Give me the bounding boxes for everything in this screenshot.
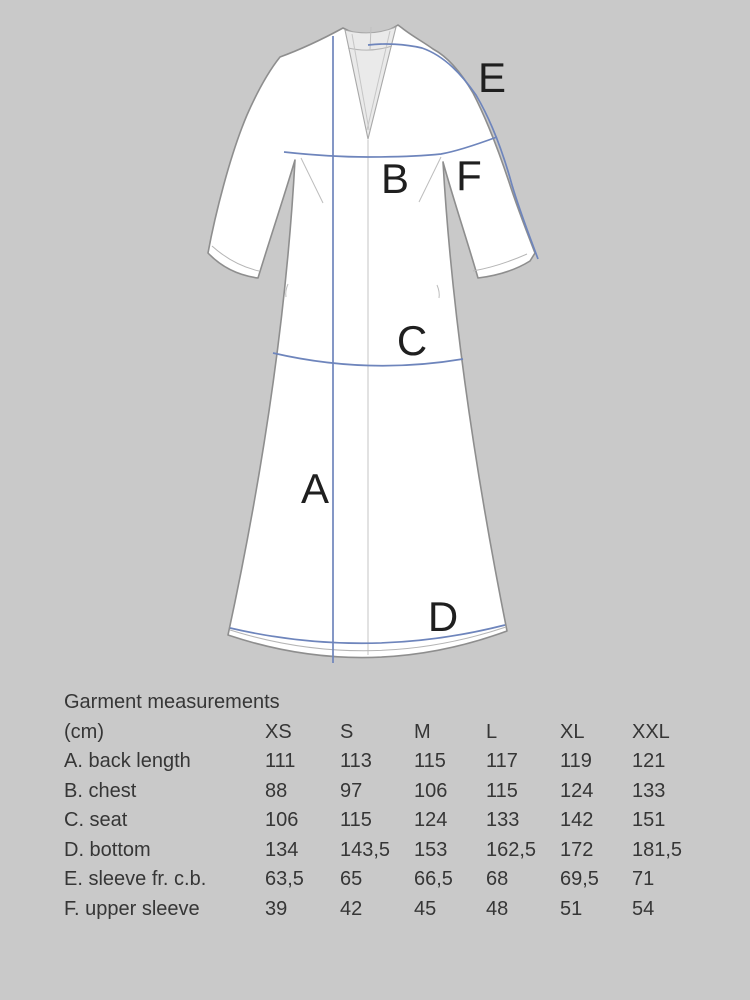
row-value: 143,5	[340, 838, 391, 861]
letter-F-upper-sleeve: F	[456, 152, 482, 199]
size-header-xs: XS	[265, 720, 292, 743]
letter-A-back-length: A	[300, 465, 330, 512]
size-header-s: S	[340, 720, 354, 743]
table-title: Garment measurements	[64, 691, 280, 713]
table-row-seat	[64, 806, 734, 836]
row-value: 106	[414, 779, 448, 802]
table-header-row	[64, 718, 734, 748]
row-value: 66,5	[414, 868, 453, 890]
row-value: 63,5	[265, 868, 304, 890]
letter-E-sleeve: E	[477, 54, 507, 101]
row-value: 115	[414, 750, 446, 772]
size-header-xxl: XXL	[632, 720, 670, 743]
row-label: B. chest	[64, 779, 137, 802]
table-row-sleeve-from-cb	[64, 865, 734, 895]
row-value: 68	[486, 868, 509, 890]
letter-C-seat: C	[396, 317, 428, 364]
row-value: 39	[265, 897, 288, 920]
size-header-xl: XL	[560, 720, 585, 743]
row-value: 117	[486, 750, 518, 772]
row-label: D. bottom	[64, 838, 151, 861]
table-row-back-length	[64, 747, 734, 777]
letter-D-bottom: D	[427, 593, 459, 640]
row-value: 153	[414, 838, 448, 861]
size-header-l: L	[486, 720, 498, 743]
row-label: F. upper sleeve	[64, 897, 200, 920]
row-value: 69,5	[560, 868, 599, 890]
row-value: 115	[340, 809, 372, 831]
size-header-m: M	[414, 720, 431, 743]
row-value: 124	[560, 779, 594, 802]
row-value: 71	[632, 868, 655, 890]
letter-B-chest: B	[380, 155, 410, 202]
row-value: 133	[632, 779, 666, 802]
row-value: 51	[560, 897, 583, 920]
table-row-bottom	[64, 836, 734, 866]
row-value: 162,5	[486, 838, 537, 861]
row-value: 45	[414, 897, 437, 920]
row-value: 97	[340, 779, 363, 802]
row-value: 119	[560, 750, 592, 772]
row-value: 48	[486, 897, 509, 920]
row-value: 151	[632, 809, 666, 831]
table-row-chest	[64, 777, 734, 807]
row-value: 111	[265, 750, 296, 772]
row-value: 142	[560, 809, 594, 831]
row-value: 134	[265, 838, 299, 861]
row-value: 115	[486, 779, 518, 802]
row-value: 121	[632, 750, 666, 772]
row-label: E. sleeve fr. c.b.	[64, 868, 207, 890]
row-value: 88	[265, 779, 288, 802]
row-label: C. seat	[64, 809, 128, 831]
row-value: 42	[340, 897, 363, 920]
table-row-upper-sleeve	[64, 895, 734, 925]
measurement-table	[64, 688, 734, 924]
row-value: 133	[486, 809, 520, 831]
row-label: A. back length	[64, 750, 191, 772]
row-value: 172	[560, 838, 594, 861]
unit-label: (cm)	[64, 720, 104, 743]
row-value: 65	[340, 868, 363, 890]
row-value: 181,5	[632, 838, 683, 861]
row-value: 54	[632, 897, 655, 920]
row-value: 113	[340, 750, 372, 772]
row-value: 124	[414, 809, 448, 831]
row-value: 106	[265, 809, 299, 831]
